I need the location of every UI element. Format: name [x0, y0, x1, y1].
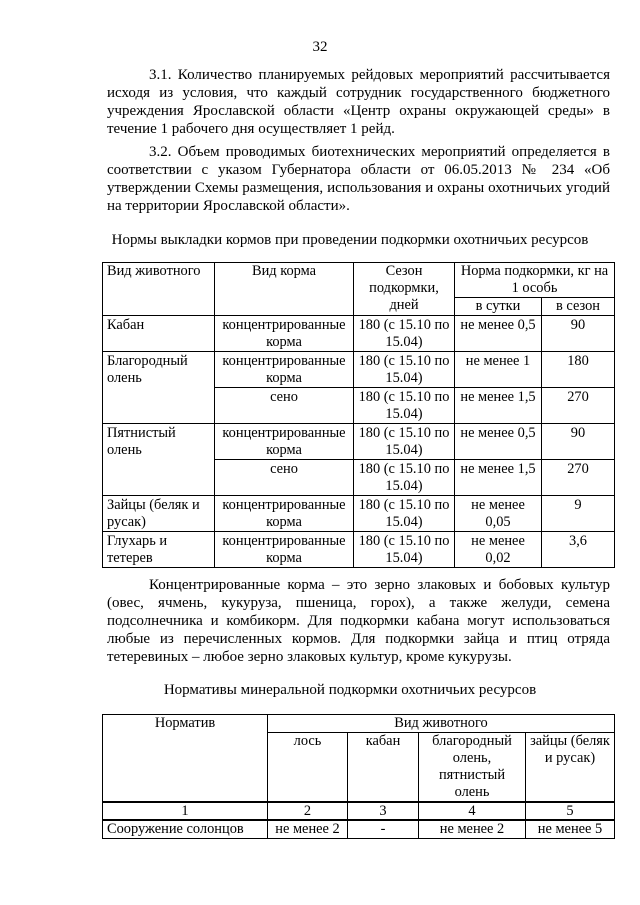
cell-feed: концентрированные корма — [215, 316, 354, 352]
cell-per-season: 3,6 — [542, 532, 615, 568]
header-per-season: в сезон — [542, 298, 615, 316]
header-season: Сезон подкормки, дней — [354, 263, 455, 316]
cell-feed: концентрированные корма — [215, 352, 354, 388]
table-row — [103, 820, 615, 839]
header-animal-type: Вид животного — [268, 715, 615, 733]
cell-feed: концентрированные корма — [215, 424, 354, 460]
mineral-norms-table — [102, 714, 615, 839]
cell-season: 180 (с 15.10 по 15.04) — [354, 532, 455, 568]
header-feed: Вид корма — [215, 263, 354, 316]
cell-animal: Глухарь и тетерев — [103, 532, 215, 568]
mineral-table-caption: Нормативы минеральной подкормки охотничьих ресурсов — [163, 682, 537, 698]
table-row — [103, 352, 615, 388]
header-norm: Норма подкормки, кг на 1 особь — [455, 263, 615, 298]
cell-season: 180 (с 15.10 по 15.04) — [354, 424, 455, 460]
cell-per-season: 270 — [542, 388, 615, 424]
cell-animal: Благородный олень — [103, 352, 215, 424]
cell-per-day: не менее 0,02 — [455, 532, 542, 568]
cell-per-day: не менее 0,5 — [455, 316, 542, 352]
header-per-day: в сутки — [455, 298, 542, 316]
column-number: 1 — [103, 802, 268, 820]
cell-per-day: не менее 1 — [455, 352, 542, 388]
cell-animal: Кабан — [103, 316, 215, 352]
feed-norms-table — [102, 262, 615, 568]
cell-boar: - — [348, 820, 419, 839]
table-row — [103, 424, 615, 460]
cell-per-season: 90 — [542, 424, 615, 460]
cell-animal: Пятнистый олень — [103, 424, 215, 496]
cell-feed: концентрированные корма — [215, 532, 354, 568]
paragraph-concentrated-feed: Концентрированные корма – это зерно злаковых и бобовых культур (овес, ячмень, кукуруза, пшеница, горох), а также желуди, семена подсолнечника и комбикорм. Для подкормки кабана могут использоваться любые из перечисленных кормов. Для подкормки зайца и птиц отряда тетеревиных – любое зерно злаковых культур, кроме кукурузы. — [107, 577, 610, 665]
header-norm: Норматив — [103, 715, 268, 803]
cell-deer: не менее 2 — [419, 820, 526, 839]
cell-feed: сено — [215, 388, 354, 424]
cell-feed: сено — [215, 460, 354, 496]
paragraph-3-1: 3.1. Количество планируемых рейдовых мероприятий рассчитывается исходя из условия, что каждый сотрудник государственного бюджетного учреждения Ярославской области «Центр охраны окружающей среды» в течение 1 рабочего дня осуществляет 1 рейд. — [107, 67, 610, 137]
cell-animal: Зайцы (беляк и русак) — [103, 496, 215, 532]
table-row — [103, 532, 615, 568]
header-hares: зайцы (беляк и русак) — [526, 733, 615, 803]
table-row — [103, 496, 615, 532]
cell-per-day: не менее 0,05 — [455, 496, 542, 532]
column-number: 2 — [268, 802, 348, 820]
cell-per-season: 9 — [542, 496, 615, 532]
cell-per-day: не менее 1,5 — [455, 388, 542, 424]
cell-feed: концентрированные корма — [215, 496, 354, 532]
cell-season: 180 (с 15.10 по 15.04) — [354, 496, 455, 532]
header-deer: благородный олень, пятнистый олень — [419, 733, 526, 803]
cell-season: 180 (с 15.10 по 15.04) — [354, 316, 455, 352]
column-number: 5 — [526, 802, 615, 820]
header-boar: кабан — [348, 733, 419, 803]
paragraph-3-2: 3.2. Объем проводимых биотехнических мероприятий определяется в соответствии с указом Губернатора области от 06.05.2013 № 234 «Об утверждении Схемы размещения, использования и охраны охотничьих угодий на территории Ярославской области». — [107, 144, 610, 214]
cell-per-season: 270 — [542, 460, 615, 496]
cell-norm-name: Сооружение солонцов — [103, 820, 268, 839]
table-header-row — [103, 715, 615, 733]
cell-per-day: не менее 1,5 — [455, 460, 542, 496]
column-numbers-row — [103, 802, 615, 820]
header-animal: Вид животного — [103, 263, 215, 316]
cell-season: 180 (с 15.10 по 15.04) — [354, 352, 455, 388]
header-moose: лось — [268, 733, 348, 803]
cell-season: 180 (с 15.10 по 15.04) — [354, 388, 455, 424]
column-number: 4 — [419, 802, 526, 820]
page-number: 32 — [312, 39, 328, 55]
table-row — [103, 316, 615, 352]
column-number: 3 — [348, 802, 419, 820]
cell-per-season: 180 — [542, 352, 615, 388]
cell-hares: не менее 5 — [526, 820, 615, 839]
cell-per-season: 90 — [542, 316, 615, 352]
feed-table-caption: Нормы выкладки кормов при проведении подкормки охотничьих ресурсов — [111, 232, 589, 248]
cell-moose: не менее 2 — [268, 820, 348, 839]
cell-per-day: не менее 0,5 — [455, 424, 542, 460]
table-header-row — [103, 263, 615, 298]
cell-season: 180 (с 15.10 по 15.04) — [354, 460, 455, 496]
